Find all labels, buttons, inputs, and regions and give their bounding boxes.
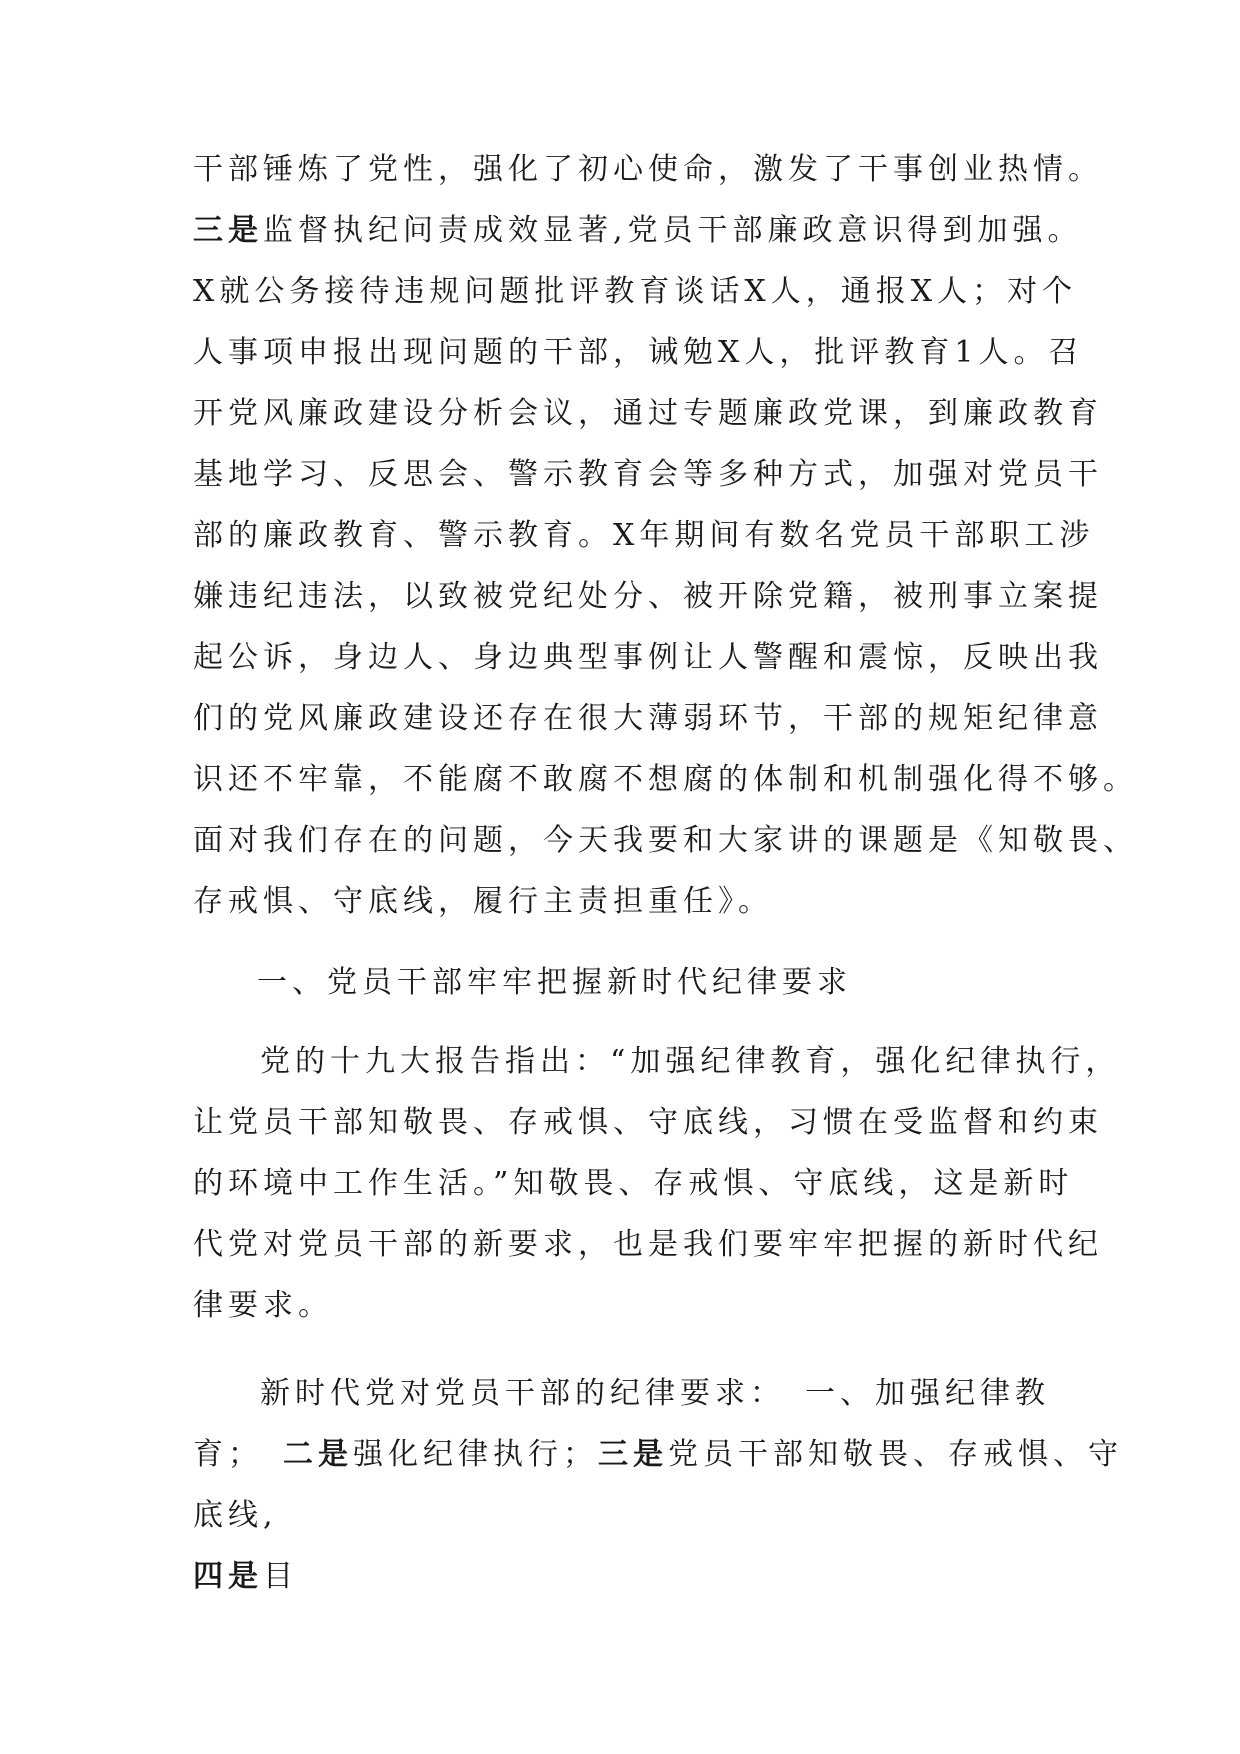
text-span: 监督执纪问责成效显著,党员干部廉政意识得到加强。 (263, 213, 1083, 248)
paragraph-line: 基地学习、反思会、警示教育会等多种方式，加强对党员干 (193, 457, 1103, 492)
paragraph-line: 律要求。 (193, 1288, 333, 1323)
paragraph-line: 让党员干部知敬畏、存戒惧、守底线，习惯在受监督和约束 (193, 1105, 1103, 1140)
paragraph-line: 党的十九大报告指出：“加强纪律教育，强化纪律执行， (260, 1044, 1121, 1079)
paragraph-line: 们的党风廉政建设还存在很大薄弱环节，干部的规矩纪律意 (193, 701, 1103, 736)
section-heading: 一、党员干部牢牢把握新时代纪律要求 (257, 965, 852, 1000)
paragraph-line: 起公诉，身边人、身边典型事例让人警醒和震惊，反映出我 (193, 640, 1103, 675)
paragraph-line: 部的廉政教育、警示教育。X年期间有数名党员干部职工涉 (193, 518, 1095, 553)
paragraph-line (193, 1435, 1123, 1475)
paragraph-line: 存戒惧、守底线，履行主责担重任》。 (193, 884, 773, 919)
paragraph-line: X就公务接待违规问题批评教育谈话X人，通报X人；对个 (193, 274, 1078, 309)
paragraph-line: 面对我们存在的问题，今天我要和大家讲的课题是《知敬畏、 (193, 823, 1138, 858)
paragraph-line (193, 211, 1083, 251)
paragraph-line: 底线, (193, 1498, 278, 1533)
bold-marker: 三是 (193, 213, 263, 248)
text-span: 目 (263, 1559, 298, 1594)
text-span: 育； (193, 1437, 263, 1472)
paragraph-line (193, 1557, 298, 1597)
paragraph-line: 嫌违纪违法，以致被党纪处分、被开除党籍，被刑事立案提 (193, 579, 1103, 614)
text-span: 党员干部知敬畏、存戒惧、守 (668, 1437, 1123, 1472)
paragraph-line: 代党对党员干部的新要求，也是我们要牢牢把握的新时代纪 (193, 1227, 1103, 1262)
paragraph-line: 干部锤炼了党性，强化了初心使命，激发了干事创业热情。 (193, 152, 1103, 187)
paragraph-line: 人事项申报出现问题的干部，诫勉X人，批评教育1人。召 (193, 335, 1084, 370)
bold-marker: 二是 (283, 1437, 353, 1472)
bold-marker: 四是 (193, 1559, 263, 1594)
paragraph-line: 开党风廉政建设分析会议，通过专题廉政党课，到廉政教育 (193, 396, 1103, 431)
paragraph-line: 的环境中工作生活。”知敬畏、存戒惧、守底线，这是新时 (193, 1166, 1074, 1201)
paragraph-line: 识还不牢靠，不能腐不敢腐不想腐的体制和机制强化得不够。 (193, 762, 1138, 797)
bold-marker: 三是 (598, 1437, 668, 1472)
paragraph-line: 新时代党对党员干部的纪律要求： 一、加强纪律教 (260, 1376, 1050, 1411)
text-span: 强化纪律执行； (353, 1437, 598, 1472)
